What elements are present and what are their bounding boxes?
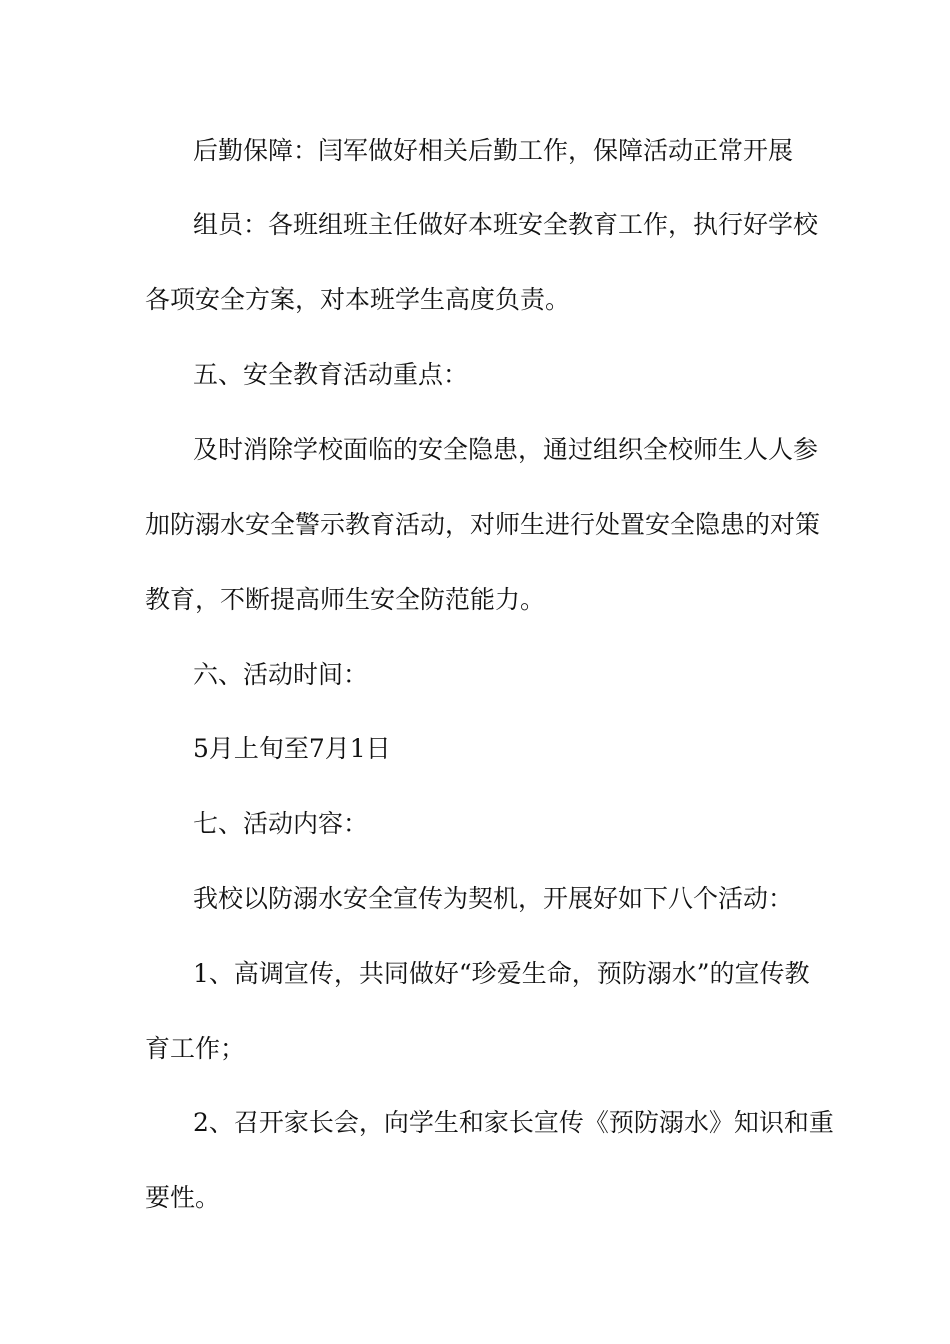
list-item-2-line2: 要性。 <box>145 1183 221 1212</box>
list-item-1-line2: 育工作； <box>145 1034 246 1063</box>
paragraph-focus-line3: 教育，不断提高师生安全防范能力。 <box>145 585 546 614</box>
list-item-2-line1: 2、召开家长会，向学生和家长宣传《预防溺水》知识和重 <box>193 1108 834 1137</box>
section-heading-5: 五、安全教育活动重点： <box>193 360 469 389</box>
list-item-1-line1: 1、高调宣传，共同做好“珍爱生命，预防溺水”的宣传教 <box>193 959 810 988</box>
section-heading-7: 七、活动内容： <box>193 809 369 838</box>
section-heading-6: 六、活动时间： <box>193 660 369 689</box>
paragraph-focus-line1: 及时消除学校面临的安全隐患，通过组织全校师生人人参 <box>193 435 819 464</box>
paragraph-time: 5月上旬至7月1日 <box>193 734 391 763</box>
paragraph-members-line2: 各项安全方案，对本班学生高度负责。 <box>145 285 571 314</box>
paragraph-focus-line2: 加防溺水安全警示教育活动，对师生进行处置安全隐患的对策 <box>145 510 821 539</box>
paragraph-logistics: 后勤保障：闫军做好相关后勤工作，保障活动正常开展 <box>193 136 794 165</box>
paragraph-intro: 我校以防溺水安全宣传为契机，开展好如下八个活动： <box>193 884 794 913</box>
paragraph-members-line1: 组员：各班组班主任做好本班安全教育工作，执行好学校 <box>193 210 819 239</box>
